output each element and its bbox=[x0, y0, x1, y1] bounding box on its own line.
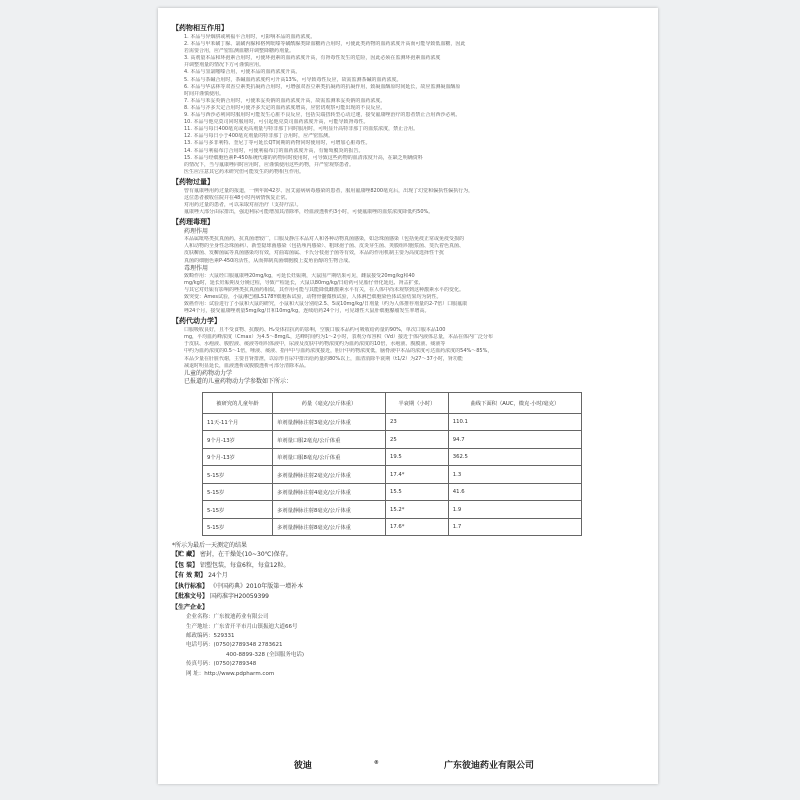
validity-heading: 【有 效 期】 bbox=[172, 572, 207, 580]
pediatric-pk-heading: 儿童的药物动力学 bbox=[184, 369, 233, 377]
drug-leaflet bbox=[158, 8, 658, 784]
text-line: 1. 本品与异烟肼或利福平合用时，可影响本品的血药浓度。 bbox=[184, 34, 316, 40]
column-header: 药量（毫克/公斤体重） bbox=[272, 392, 385, 413]
text-line: 致畸作用：大鼠经口服氟康唑20mg/kg，可延长妊娠期，大鼠围产期结果可见，雌鼠接受20mg/kg和40 bbox=[184, 272, 415, 279]
approval-value: 国药准字H20059399 bbox=[209, 593, 269, 601]
validity-value: 24个月 bbox=[208, 572, 228, 580]
table-cell: 9个月-13岁 bbox=[203, 431, 273, 449]
approval-row bbox=[172, 592, 644, 603]
leaflet-footer bbox=[158, 758, 658, 778]
table-cell: 多剂量静脉注射8毫克/公斤体重 bbox=[272, 518, 385, 536]
section-title-pharmacokinetics: 【药代动力学】 bbox=[172, 317, 221, 326]
table-cell: 多剂量静脉注射2毫克/公斤体重 bbox=[272, 466, 385, 484]
text-line: 致突变：Ames试验，小鼠淋巴瘤L5178Y细胞系试验，动物骨髓微核试验，人体淋巴细胞染色体试验结果均为阴性。 bbox=[184, 293, 442, 300]
approval-heading: 【批准文号】 bbox=[172, 593, 209, 601]
text-line: 对用药过量的患者，可以采取对症治疗（支持疗法）。 bbox=[184, 202, 302, 209]
text-line: 11. 本品与每日400毫克或更高剂量与特非那丁同时服用时，可明显升高特非那丁的血浆浓度，禁止合用。 bbox=[184, 126, 419, 133]
text-line: 12. 本品与每日小于400毫克剂量的特非那丁合用时，应严密监测。 bbox=[184, 133, 334, 140]
standard-value: 《中国药典》2010年版第一增补本 bbox=[209, 582, 304, 590]
table-footnote: *所示为最后一天测定的结果 bbox=[172, 542, 248, 550]
section-title-interactions: 【药物相互作用】 bbox=[172, 24, 228, 32]
table-row bbox=[203, 431, 582, 449]
table-cell: 1.3 bbox=[448, 466, 581, 484]
text-line: 2. 本品与甲苯磺丁脲、氯磺丙脲和格列吡嗪等磺酰脲类降血糖药合用时，可使此类药物的血药浓度升高而可能导致低血糖，因此 bbox=[184, 41, 466, 48]
text-line: 皮肤癣菌、发癣菌属等真菌感染均有效，对曲霉菌属、卡氏分枝孢子菌等有效，本品的作用机制主要为高度选择性干扰 bbox=[184, 250, 445, 257]
toxicology-subheading: 毒理作用 bbox=[184, 264, 209, 272]
text-line: 于皮肤、水疱液、腹腔液、痰液等组织体液中，尿液及皮肤中药物浓度约为血药浓度的10倍，水疱液、腹膜液、痰液等 bbox=[184, 341, 446, 348]
text-line: 14. 本品与利福布汀合用时，可使利福布汀的血药浓度升高，有葡萄膜炎的报告。 bbox=[184, 147, 364, 154]
company-address: 生产地址：广东省开平市月山镇振迪大道66号 bbox=[186, 623, 298, 630]
table-cell: 5-15岁 bbox=[203, 501, 273, 519]
table-cell: 15.2* bbox=[386, 501, 449, 519]
table-cell: 1.7 bbox=[448, 518, 581, 536]
table-cell: 5-15岁 bbox=[203, 518, 273, 536]
text-line: 中约为血药浓度的0.5～1倍，唾液、痰液、指甲中与血药浓度接近，胆汁中药物浓度低，脑脊液中本品的浓度可达血药浓度的54%～85%， bbox=[184, 348, 493, 355]
text-line: 这位患者被收住院并在48小时内病情恢复正常。 bbox=[184, 194, 291, 201]
storage-value: 密封，在干燥处(10~30℃)保存。 bbox=[200, 551, 292, 559]
interactions-text bbox=[172, 34, 644, 176]
table-cell: 5-15岁 bbox=[203, 483, 273, 501]
text-line: 6. 本品与华法林等双香豆素类抗凝药合用时，可增强双香豆素类抗凝药的抗凝作用，致凝血酶原时间延长，故应监测凝血酶原 bbox=[184, 83, 461, 90]
column-header: 半衰期（小时） bbox=[386, 392, 449, 413]
text-line: 5. 本品与茶碱合用时，茶碱血药浓度约可升高13%，可导致毒性反应，故需监测茶碱的血药浓度。 bbox=[184, 76, 402, 83]
storage-row bbox=[172, 550, 644, 561]
text-line: mg，平均血药峰浓度（Cmax）为4.5～8mg/L，达峰时间约为1～2小时，表观分布容积（Vd）接近于体内液体总量，本品在体内广泛分布 bbox=[184, 334, 494, 341]
text-line: 13. 本品与多非利特、奎尼丁等可延长QT间期的药物同时使用时，可增加心脏毒性。 bbox=[184, 140, 371, 147]
table-row bbox=[203, 448, 582, 466]
overdose-text bbox=[172, 188, 644, 216]
table-cell: 19.5 bbox=[386, 448, 449, 466]
table-cell: 15.5 bbox=[386, 483, 449, 501]
section-title-overdose: 【药物过量】 bbox=[172, 177, 214, 186]
text-line: 3. 高剂量本品和环孢素合用时，可使环孢素的血药浓度升高，有肾毒性发生的危险，因此必须在监测环孢素血药浓度 bbox=[184, 55, 441, 62]
text-line: 曾有氟康唑用药过量的报道，一例年龄42岁、因艾滋病病毒感染的患者，服用氟康唑8200毫克后，出现了幻觉和偏执性偏执行为， bbox=[184, 187, 474, 194]
pharmacology-subheading: 药理作用 bbox=[184, 228, 209, 236]
table-cell: 17.6* bbox=[386, 518, 449, 536]
text-line: 本品属吡咯类抗真菌药，抗真菌谱较广，口服及静注本品对人和各种动物真菌感染，如念珠菌感染（包括免疫正常或免疫受损的 bbox=[184, 236, 465, 243]
text-line: 9. 本品与西沙必利同时服用时可能发生心脏不良反应，包括尖端扭转型心动过速，接受氟康唑治疗的患者禁止合用西沙必利。 bbox=[184, 112, 461, 119]
table-cell: 362.5 bbox=[448, 448, 581, 466]
table-header-row bbox=[203, 392, 582, 413]
text-line: 唑24个月，接受氟康唑剂量5mg/kg/日和10mg/kg，连续给药24个月，可见雄性大鼠肝细胞腺瘤发生率增高。 bbox=[184, 308, 430, 315]
table-cell: 23 bbox=[386, 413, 449, 431]
text-line: 的情况下，当与氟康唑同时应用时，应谨慎使用这些药物，并严密观察患者。 bbox=[184, 161, 355, 168]
table-cell: 110.1 bbox=[448, 413, 581, 431]
text-line: 人和动物的全身性念珠菌病）、新型隐球菌感染（包括颅内感染）、粗球孢子菌、皮炎芽生菌、荚膜组织胞浆菌、斐氏着色真菌、 bbox=[184, 243, 465, 250]
company-heading: 【生产企业】 bbox=[172, 603, 209, 611]
table-cell: 多剂量静脉注射8毫克/公斤体重 bbox=[272, 501, 385, 519]
text-line: 致癌作用：试验进行了小鼠和大鼠的研究，小鼠和大鼠分别给2.5、5或10mg/kg/日剂量（约为人体推荐剂量的2-7倍）口服氟康 bbox=[184, 301, 468, 307]
registered-mark: ® bbox=[373, 760, 379, 766]
validity-row bbox=[172, 571, 644, 582]
table-cell: 5-15岁 bbox=[203, 466, 273, 484]
table-cell: 单剂量静脉注射3毫克/公斤体重 bbox=[272, 413, 385, 431]
text-line: 氟康唑大部分由尿排出，强迫利尿可能增加其清除率，经血液透析约3小时，可使氟康唑的血浆浓度降低约50%。 bbox=[184, 209, 434, 216]
brand-name: 彼迪 bbox=[293, 761, 312, 771]
section-title-pharmacology: 【药理毒理】 bbox=[172, 218, 214, 227]
company-postcode: 邮政编码：529331 bbox=[186, 633, 235, 640]
text-line: 若需要合用，应严密监测血糖并调整降糖药剂量。 bbox=[184, 48, 295, 55]
table-cell: 41.6 bbox=[448, 483, 581, 501]
text-line: 10. 本品与他克莫司同时服用时，可引起他克莫司血药浓度升高，可能导致肾毒性。 bbox=[184, 119, 369, 126]
table-cell: 9个月-13岁 bbox=[203, 448, 273, 466]
table-cell: 11天-11个月 bbox=[203, 413, 273, 431]
text-line: 并调整剂量的情况下方可谨慎应用。 bbox=[184, 62, 265, 69]
company-heading-row bbox=[172, 603, 644, 614]
table-cell: 多剂量静脉注射4毫克/公斤体重 bbox=[272, 483, 385, 501]
text-line: 时间并谨慎使用。 bbox=[184, 90, 225, 97]
company-phone: 电话号码：(0750)2789348 2783621 bbox=[186, 642, 283, 649]
column-header: 曲线下面积（AUC，微克·小时/毫克） bbox=[448, 392, 581, 413]
standard-row bbox=[172, 582, 644, 593]
table-cell: 94.7 bbox=[448, 431, 581, 449]
table-cell: 单剂量口服8毫克/公斤体重 bbox=[272, 448, 385, 466]
package-row bbox=[172, 561, 644, 572]
company-phone-2: 400-8899-328 (全国服务电话) bbox=[226, 651, 305, 658]
text-line: 与其它对妊娠有影响的唑类抗真菌药相似，其作用可能与其能降低雌激素水平有关，在人体中尚未观察到这种激素水平的变化。 bbox=[184, 286, 465, 293]
table-row bbox=[203, 466, 582, 484]
pediatric-pk-table bbox=[202, 392, 582, 537]
text-line: mg/kg时，延长妊娠期及分娩过程，导致产程延长，大鼠以80mg/kg/日给药可见胎仔骨化延迟、肾盂扩张、 bbox=[184, 279, 424, 286]
table-cell: 17.4* bbox=[386, 466, 449, 484]
text-line: 7. 本品与苯妥英钠合用时，可使苯妥英钠的血药浓度升高，故需监测苯妥英钠的血药浓度。 bbox=[184, 97, 386, 104]
package-value: 铝塑包装，每盒6粒，每盒12粒。 bbox=[200, 561, 290, 569]
table-row bbox=[203, 483, 582, 501]
table-row bbox=[203, 501, 582, 519]
text-line: 口服吸收良好，且不受食物、抗酸药、H₂受体拮抗药的影响，空腹口服本品约可吸收给药量的90%，单次口服本品100 bbox=[184, 327, 446, 334]
column-header: 被研究的儿童年龄 bbox=[203, 392, 273, 413]
text-line: 本品少量在肝脏代谢，主要自肾排泄，以原形自尿中排出给药量的80%以上，血清消除半衰期（t1/2）为27～37小时，肾功能 bbox=[184, 355, 463, 362]
text-line: 医生应注意其它药未研究但可能发生的药物相互作用。 bbox=[184, 168, 305, 175]
toxicology-text bbox=[172, 273, 644, 316]
company-name: 企业名称：广东彼迪药业有限公司 bbox=[186, 614, 269, 621]
company-website[interactable]: 网 址：http://www.pdpharm.com bbox=[186, 670, 275, 677]
pharmacokinetics-text bbox=[172, 327, 644, 370]
footer-company-name: 广东彼迪药业有限公司 bbox=[443, 761, 534, 771]
package-heading: 【包 装】 bbox=[172, 561, 199, 569]
table-cell: 单剂量口服2毫克/公斤体重 bbox=[272, 431, 385, 449]
text-line: 真菌的细胞色素P-450的活性，从而抑制真菌细胞膜上麦角甾醇的生物合成。 bbox=[184, 257, 354, 264]
table-row bbox=[203, 413, 582, 431]
text-line: 15. 本品与经细胞色素P-450系统代谢的药物同时使用时，可导致这些药物的血清浓度升高，在缺乏明确资料 bbox=[184, 154, 423, 161]
pediatric-pk-intro: 已报道的儿童药物动力学参数如下所示： bbox=[184, 377, 293, 385]
leaflet-content bbox=[172, 22, 644, 679]
company-fax: 传真号码：(0750)2789348 bbox=[186, 661, 257, 668]
storage-heading: 【贮 藏】 bbox=[172, 551, 199, 559]
table-row bbox=[203, 518, 582, 536]
text-line: 减退时明显延长，血液透析或腹膜透析可部分清除本品。 bbox=[184, 362, 310, 369]
text-line: 8. 本品与齐多夫定合用时可使齐多夫定的血药浓度增高，应密切观察可能出现的不良反应。 bbox=[184, 104, 386, 111]
text-line: 4. 本品与氢氯噻嗪合用，可使本品的血药浓度升高。 bbox=[184, 69, 301, 76]
footer-brand-line bbox=[294, 761, 596, 771]
table-cell: 25 bbox=[386, 431, 449, 449]
pharmacology-text bbox=[172, 236, 644, 264]
table-cell: 1.9 bbox=[448, 501, 581, 519]
standard-heading: 【执行标准】 bbox=[172, 582, 209, 590]
